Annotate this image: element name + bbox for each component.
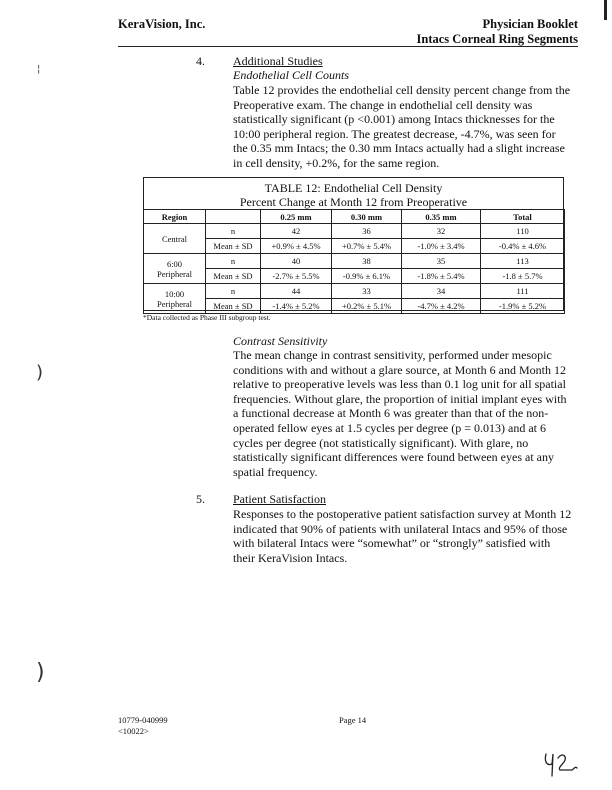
table-cell: 34: [402, 284, 481, 299]
table-cell: 111: [481, 284, 565, 299]
table-cell: 35: [402, 254, 481, 269]
section-5-title: Patient Satisfaction: [233, 492, 326, 506]
table-cell: 33: [332, 284, 402, 299]
table-12-title: TABLE 12: Endothelial Cell Density: [264, 181, 443, 195]
table-cell: -0.4% ± 4.6%: [481, 239, 565, 254]
region-cell: [144, 254, 206, 284]
section-4-title: Additional Studies: [233, 54, 323, 68]
paragraph-line: Table 12 provides the endothelial cell density percent change from the: [233, 83, 571, 97]
paragraph-line: spatial frequency.: [233, 464, 318, 479]
table-cell: 42: [261, 224, 332, 239]
page-number: Page 14: [339, 715, 367, 725]
paragraph-line: statistically significant differences were found between eyes at any: [233, 450, 554, 465]
paragraph-line: Preoperative exam. The change in endothelial cell density was: [233, 97, 533, 112]
table-row: [144, 224, 565, 239]
margin-tick-mark: ¦: [37, 64, 41, 75]
region-cell: [144, 224, 206, 254]
header-030: 0.30 mm: [332, 210, 402, 224]
stat-label: Mean ± SD: [206, 239, 261, 254]
table-cell: -1.0% ± 3.4%: [402, 239, 481, 254]
table-row: [144, 299, 565, 314]
company-name: KeraVision, Inc.: [118, 17, 206, 31]
region-name: 6:00: [166, 258, 183, 269]
paragraph-line: the 0.35 mm Intacs; the 0.30 mm Intacs actually had a slight increase: [233, 141, 565, 156]
paragraph-line: with bilateral Intacs were “somewhat” or “strongly” satisfied with: [233, 536, 551, 551]
region-cell: [144, 284, 206, 314]
table-cell: 32: [402, 224, 481, 239]
paragraph-line: conditions with and without a glare source, at Month 6 and Month 12: [233, 362, 566, 377]
paragraph-line: 10:00 peripheral region. The greatest decrease, -4.7%, was seen for: [233, 126, 556, 141]
margin-paren-mark-large: ): [36, 660, 45, 685]
handwritten-page-mark: [542, 748, 582, 780]
doc-code: <10022>: [118, 726, 149, 736]
header-right: [417, 17, 578, 47]
paragraph-line: statistically significant (p <0.001) among Intacs thicknesses for the: [233, 112, 555, 127]
edge-mark: [604, 0, 607, 20]
region-name: 10:00: [164, 288, 185, 299]
table-cell: +0.7% ± 5.4%: [332, 239, 402, 254]
margin-paren-mark: ): [36, 362, 44, 383]
section-5-number: 5.: [196, 492, 205, 506]
satisfaction-paragraph: [233, 507, 578, 565]
endothelial-paragraph: [233, 83, 578, 171]
table-cell: -4.7% ± 4.2%: [402, 299, 481, 314]
stat-label: n: [206, 224, 261, 239]
region-name: Central: [161, 233, 188, 244]
header-rule: [118, 46, 578, 47]
table-cell: 38: [332, 254, 402, 269]
header-region: Region: [144, 210, 206, 224]
paragraph-line: relative to preoperative levels was less than 0.1 log unit for all spatial: [233, 377, 566, 392]
stat-label: n: [206, 254, 261, 269]
paragraph-line: Responses to the postoperative patient satisfaction survey at Month 12: [233, 507, 572, 521]
table-cell: -2.7% ± 5.5%: [261, 269, 332, 284]
contrast-subheading: Contrast Sensitivity: [233, 334, 328, 348]
table-cell: 40: [261, 254, 332, 269]
stat-label: Mean ± SD: [206, 299, 261, 314]
paragraph-line: frequencies. Without glare, the proportion of initial implant eyes with: [233, 391, 567, 406]
header-total: Total: [481, 210, 565, 224]
table-cell: 110: [481, 224, 565, 239]
table-12: [143, 209, 565, 314]
region-name-2: Peripheral: [157, 298, 192, 309]
paragraph-line: indicated that 90% of patients with unilateral Intacs and 95% of those: [233, 521, 568, 536]
paragraph-line: in cell density, +0.2%, for the same region.: [233, 155, 440, 170]
table-12-subtitle: Percent Change at Month 12 from Preoperative: [239, 195, 468, 209]
contrast-paragraph: [233, 348, 578, 479]
stat-label: n: [206, 284, 261, 299]
header-035: 0.35 mm: [402, 210, 481, 224]
footer-doc-info: [118, 715, 168, 737]
booklet-title: Physician Booklet: [482, 17, 578, 31]
table-cell: 44: [261, 284, 332, 299]
stat-label: Mean ± SD: [206, 269, 261, 284]
paragraph-line: a functional decrease at Month 6 was greater than that of the non-: [233, 406, 549, 421]
table-cell: -1.9% ± 5.2%: [481, 299, 565, 314]
table-footnote: *Data collected as Phase III subgroup test.: [143, 313, 271, 322]
table-cell: -1.8% ± 5.4%: [402, 269, 481, 284]
table-cell: +0.2% ± 5.1%: [332, 299, 402, 314]
section-4-number: 4.: [196, 54, 205, 68]
header-stat: [206, 210, 261, 224]
table-row: [144, 284, 565, 299]
paragraph-line: their KeraVision Intacs.: [233, 550, 348, 565]
table-cell: +0.9% ± 4.5%: [261, 239, 332, 254]
product-name: Intacs Corneal Ring Segments: [416, 32, 578, 46]
table-cell: -1.8 ± 5.7%: [481, 269, 565, 284]
table-cell: -1.4% ± 5.2%: [261, 299, 332, 314]
table-cell: 36: [332, 224, 402, 239]
region-name-2: Peripheral: [157, 268, 192, 279]
endothelial-subheading: Endothelial Cell Counts: [233, 68, 349, 82]
paragraph-line: The mean change in contrast sensitivity, performed under mesopic: [233, 348, 552, 362]
table-cell: 113: [481, 254, 565, 269]
table-row: [144, 269, 565, 284]
paragraph-line: cycles per degree (not statistically significant). With glare, no: [233, 435, 529, 450]
doc-number: 10779-040999: [118, 715, 168, 725]
table-header-row: [144, 210, 565, 224]
table-row: [144, 254, 565, 269]
paragraph-line: operated fellow eyes at 1.5 cycles per degree (p = 0.013) and at 6: [233, 420, 546, 435]
table-row: [144, 239, 565, 254]
header-025: 0.25 mm: [261, 210, 332, 224]
table-cell: -0.9% ± 6.1%: [332, 269, 402, 284]
